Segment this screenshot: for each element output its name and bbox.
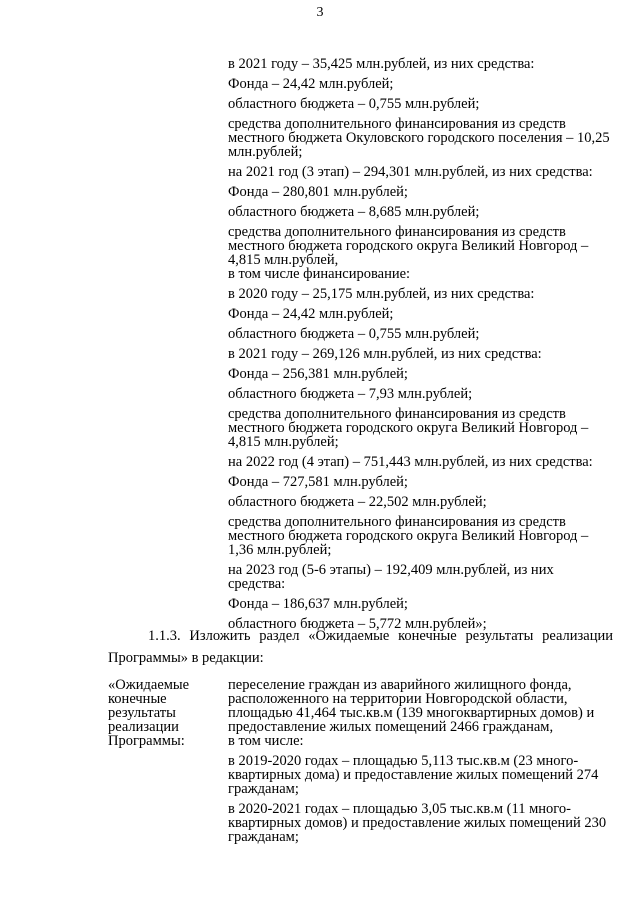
funding-line: в 2020 году – 25,175 млн.рублей, из них средства: [228,286,535,302]
funding-line: Фонда – 280,801 млн.рублей; [228,184,408,200]
funding-line: областного бюджета – 7,93 млн.рублей; [228,386,473,402]
funding-line: областного бюджета – 5,772 млн.рублей»; [228,616,487,632]
results-item: в 2020-2021 годах – площадью 3,05 тыс.кв.м (11 много-квартирных домов) и предоставление жилых помещений 230 гражданам; [228,801,607,845]
funding-line: на 2021 год (3 этап) – 294,301 млн.рублей, из них средства: [228,164,593,180]
funding-line: Фонда – 186,637 млн.рублей; [228,596,408,612]
funding-line: областного бюджета – 0,755 млн.рублей; [228,326,480,342]
funding-line: в том числе финансирование: [228,266,411,282]
funding-line: средства дополнительного финансирования из средств местного бюджета Окуловского городского поселения – 10,25 млн.рублей; [228,116,610,160]
funding-line: на 2023 год (5-6 этапы) – 192,409 млн.рублей, из них средства: [228,562,554,592]
results-item: в 2019-2020 годах – площадью 5,113 тыс.кв.м (23 много-квартирных дома) и предоставление жилых помещений 274 гражданам; [228,753,599,797]
funding-breakdown [228,57,613,637]
funding-line: средства дополнительного финансирования из средств местного бюджета городского округа Великий Новгород – 4,815 млн.рублей; [228,406,589,450]
funding-line: областного бюджета – 8,685 млн.рублей; [228,204,480,220]
results-list [228,678,613,850]
funding-line: Фонда – 256,381 млн.рублей; [228,366,408,382]
instruction-paragraph [108,625,613,669]
funding-line: Фонда – 24,42 млн.рублей; [228,306,394,322]
results-item: в том числе: [228,733,304,749]
funding-line: областного бюджета – 22,502 млн.рублей; [228,494,487,510]
funding-line: средства дополнительного финансирования из средств местного бюджета городского округа Великий Новгород – 1,36 млн.рублей; [228,514,589,558]
funding-line: Фонда – 24,42 млн.рублей; [228,76,394,92]
instruction-text: Изложить раздел «Ожидаемые конечные результаты реализации Программы» в редакции: [108,628,613,666]
funding-line: на 2022 год (4 этап) – 751,443 млн.рублей, из них средства: [228,454,593,470]
results-item: переселение граждан из аварийного жилищного фонда, расположенного на территории Новгородской области, площадью 41,464 тыс.кв.м (139 многоквартирных домов) и предоставление жилых помещений 2466 гражданам, [228,677,595,735]
funding-line: средства дополнительного финансирования из средств местного бюджета городского округа Великий Новгород – 4,815 млн.рублей, [228,224,589,268]
instruction-number: 1.1.3. [148,628,181,644]
page-number: 3 [316,5,324,20]
funding-line: в 2021 году – 35,425 млн.рублей, из них средства: [228,56,535,72]
funding-line: Фонда – 727,581 млн.рублей; [228,474,408,490]
funding-line: областного бюджета – 0,755 млн.рублей; [228,96,480,112]
funding-line: в 2021 году – 269,126 млн.рублей, из них средства: [228,346,542,362]
results-label: «Ожидаемые конечные результаты реализации Программы: [108,677,190,749]
